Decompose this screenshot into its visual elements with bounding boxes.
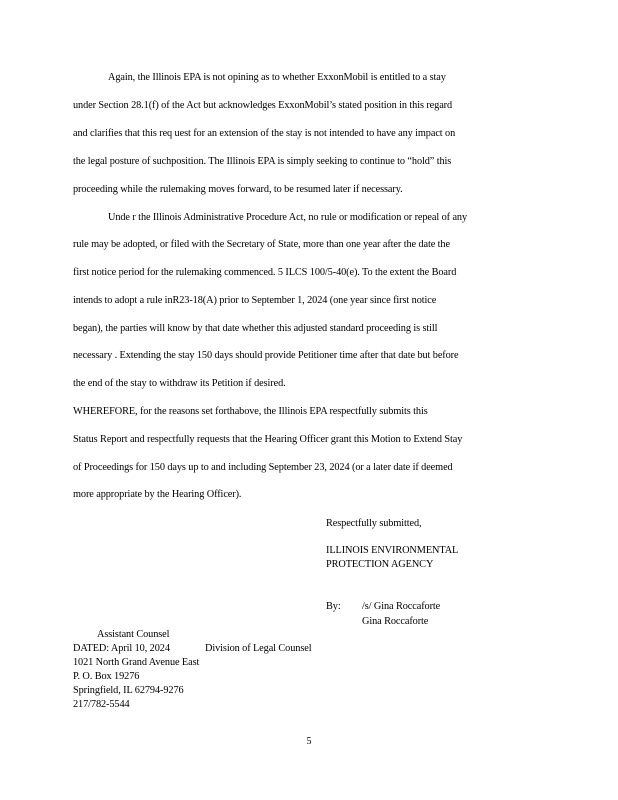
body-line: more appropriate by the Hearing Officer). <box>73 489 242 500</box>
body-line: began), the parties will know by that date whether this adjusted standard proceeding is still <box>73 323 438 334</box>
body-line: first notice period for the rulemaking commenced. 5 ILCS 100/5-40(e). To the extent the Board <box>73 267 457 278</box>
signatory-title: Assistant Counsel <box>97 629 170 640</box>
address-line: Springfield, IL 62794-9276 <box>73 685 184 696</box>
body-line: and clarifies that this req uest for an extension of the stay is not intended to have any impact on <box>73 128 456 139</box>
body-line: rule may be adopted, or filed with the Secretary of State, more than one year after the date the <box>73 239 450 250</box>
agency-name: ILLINOIS ENVIRONMENTAL <box>326 545 459 556</box>
address-line: 1021 North Grand Avenue East <box>73 657 200 668</box>
body-line: Status Report and respectfully requests that the Hearing Officer grant this Motion to Extend Stay <box>73 434 463 445</box>
page-number: 5 <box>306 736 312 747</box>
agency-name-continued: PROTECTION AGENCY <box>326 559 434 570</box>
phone-line: 217/782-5544 <box>73 699 130 710</box>
body-line: Unde r the Illinois Administrative Procedure Act, no rule or modification or repeal of any <box>108 212 468 223</box>
by-label: By: <box>326 601 341 612</box>
body-line: of Proceedings for 150 days up to and including September 23, 2024 (or a later date if deemed <box>73 462 453 473</box>
division-line: Division of Legal Counsel <box>205 643 312 654</box>
body-line: Again, the Illinois EPA is not opining as to whether ExxonMobil is entitled to a stay <box>108 72 446 83</box>
body-line: necessary . Extending the stay 150 days should provide Petitioner time after that date but before <box>73 350 459 361</box>
signature-line: /s/ Gina Roccaforte <box>362 601 441 612</box>
body-line: the end of the stay to withdraw its Petition if desired. <box>73 378 286 389</box>
dated-line: DATED: April 10, 2024 <box>73 643 170 654</box>
body-line: intends to adopt a rule inR23-18(A) prior to September 1, 2024 (one year since first notice <box>73 295 437 306</box>
address-line: P. O. Box 19276 <box>73 671 140 682</box>
body-line: under Section 28.1(f) of the Act but acknowledges ExxonMobil’s stated position in this regard <box>73 100 453 111</box>
body-line: WHEREFORE, for the reasons set forthabove, the Illinois EPA respectfully submits this <box>73 406 428 417</box>
closing-text: Respectfully submitted, <box>326 518 422 529</box>
body-line: the legal posture of suchposition. The Illinois EPA is simply seeking to continue to “hold” this <box>73 156 452 167</box>
body-line: proceeding while the rulemaking moves forward, to be resumed later if necessary. <box>73 184 403 195</box>
signatory-name: Gina Roccaforte <box>362 616 429 627</box>
